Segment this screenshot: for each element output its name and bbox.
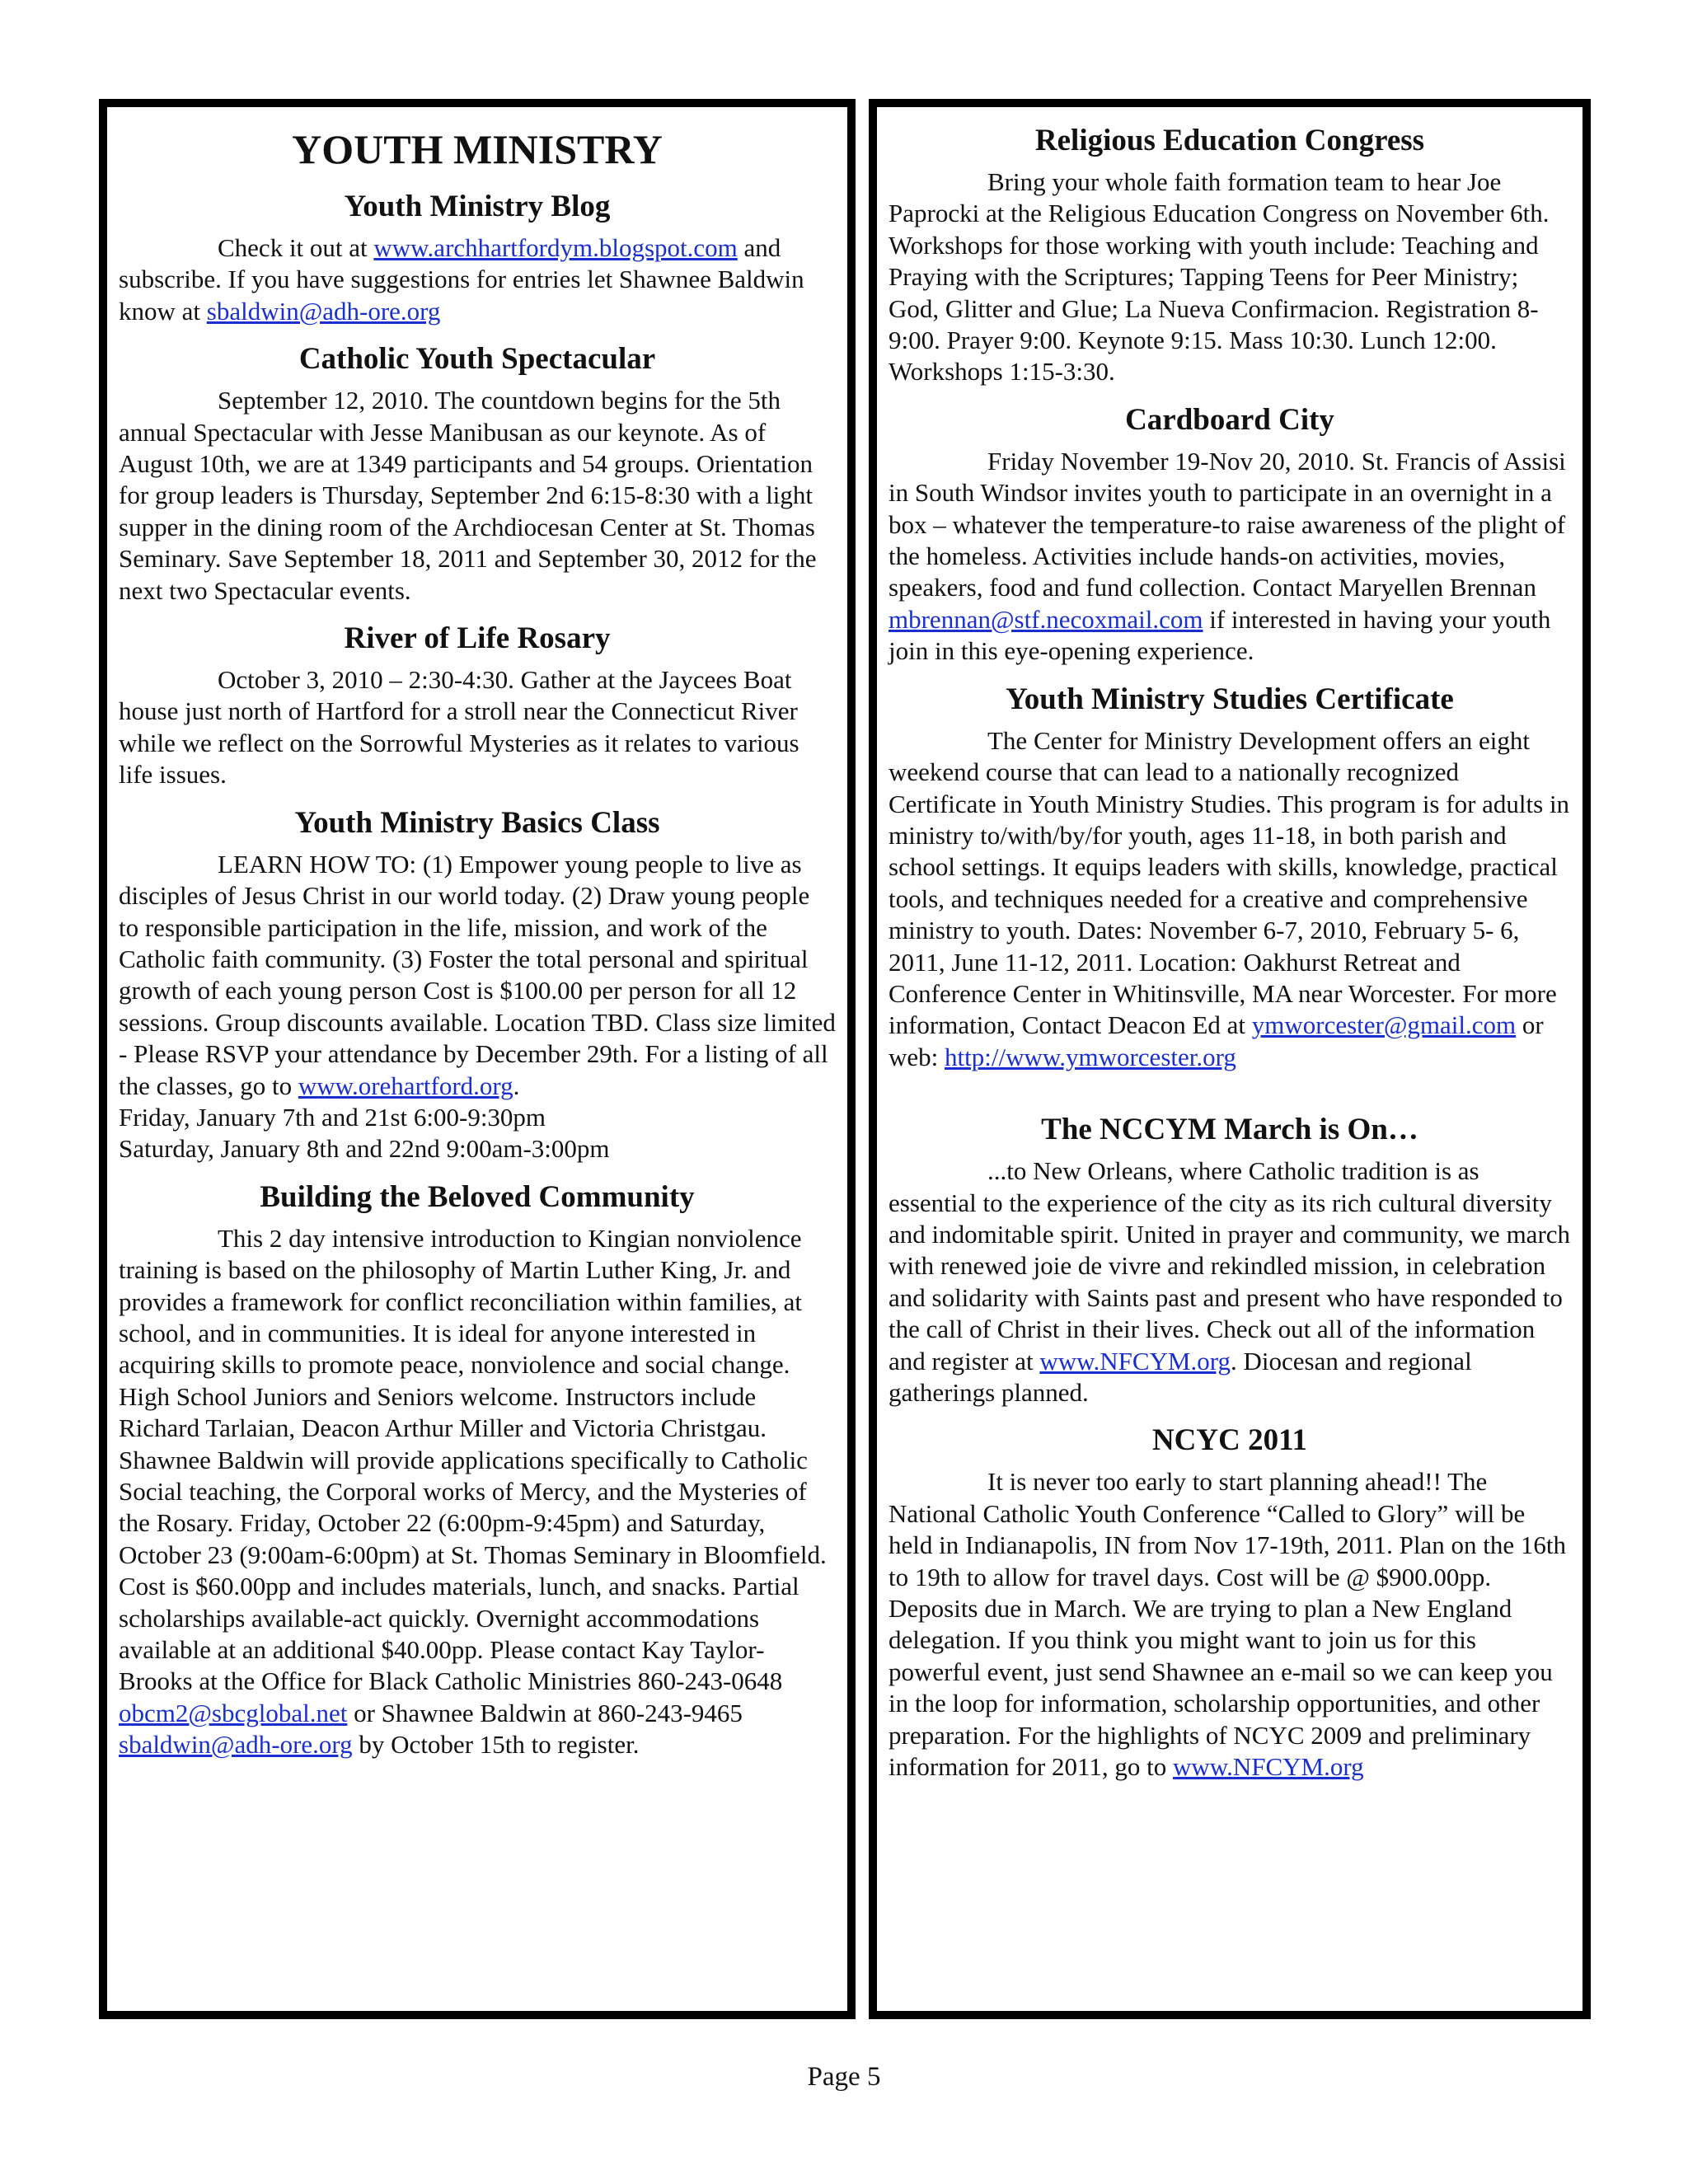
beloved-text [119,1223,836,1761]
basics-schedule-friday: Friday, January 7th and 21st 6:00-9:30pm [119,1102,546,1132]
spectacular-paragraph: September 12, 2010. The countdown begins for the 5th annual Spectacular with Jesse Manibusan as our keynote. As of August 10th, we are at 1349 participants and 54 groups. Orientation for group leaders is Thursday, September 2nd 6:15-8:30 with a light supper in the dining room of the Archdiocesan Center at St. Thomas Seminary. Save September 18, 2011 and September 30, 2012 for the next two Spectacular events. [119,386,817,605]
cardboard-heading: Cardboard City [1125,402,1334,437]
beloved-text-1: This 2 day intensive introduction to Kingian nonviolence training is based on the philosophy of Martin Luther King, Jr. and provides a framework for conflict reconciliation within families, at school, and in communities. It is ideal for anyone interested in acquiring skills to promote peace, nonviolence and social change. High School Juniors and Seniors welcome. Instructors include Richard Tarlaian, Deacon Arthur Miller and Victoria Christgau. Shawnee Baldwin will provide applications specifically to Catholic Social teaching, the Corporal works of Mercy, and the Mysteries of the Rosary. Friday, October 22 (6:00pm-9:45pm) and Saturday, October 23 (9:00am-6:00pm) at St. Thomas Seminary in Bloomfield. Cost is $60.00pp and includes materials, lunch, and snacks. Partial scholarships available-act quickly. Overnight accommodations available at an additional $40.00pp. Please contact Kay Taylor-Brooks at the Office for Black Catholic Ministries 860-243-0648 [119,1223,827,1696]
nccym-text-2: . Diocesan and regional gatherings planned. [889,1346,1472,1407]
beloved-email-link-1[interactable]: obcm2@sbcglobal.net [119,1698,348,1727]
spectacular-text [119,385,836,607]
cardboard-text-2: if interested in having your youth join in this eye-opening experience. [889,604,1551,666]
ncyc-text-1: It is never too early to start planning ahead!! The National Catholic Youth Conference “Called to Glory” will be held in Indianapolis, IN from Nov 17-19th, 2011. Plan on the 16th to 19th to allow for travel days. Cost will be @ $900.00pp. Deposits due in March. We are trying to plan a New England delegation. If you think you might want to join us for this powerful event, just send Shawnee an e-mail so we can keep you in the loop for information, scholarship opportunities, and other preparation. For the highlights of NCYC 2009 and preliminary information for 2011, go to [889,1467,1566,1782]
rosary-text [119,664,836,791]
basics-text [119,849,836,1165]
basics-link[interactable]: www.orehartford.org [298,1071,513,1100]
right-column [869,99,1591,2019]
blog-text [119,232,836,327]
page-title: YOUTH MINISTRY [292,126,663,172]
basics-text-2: . [513,1071,520,1100]
nccym-text [889,1155,1571,1408]
certificate-text-1: The Center for Ministry Development offers an eight weekend course that can lead to a nationally recognized Certificate in Youth Ministry Studies. This program is for adults in ministry to/with/by/for youth, ages 11-18, in both parish and school settings. It equips leaders with skills, knowledge, practical tools, and techniques needed for a creative and comprehensive ministry to youth. Dates: November 6-7, 2010, February 5- 6, 2011, June 11-12, 2011. Location: Oakhurst Retreat and Conference Center in Whitinsville, MA near Worcester. For more information, Contact Deacon Ed at [889,725,1570,1040]
beloved-text-2: or Shawnee Baldwin at 860-243-9465 [347,1698,743,1727]
ncyc-heading: NCYC 2011 [1151,1423,1308,1458]
cardboard-text [889,446,1571,668]
congress-heading: Religious Education Congress [1034,124,1425,157]
basics-heading: Youth Ministry Basics Class [294,805,660,840]
blog-text-2: and subscribe. If you have suggestions for entries let Shawnee Baldwin know at [119,233,804,326]
certificate-email-link[interactable]: ymworcester@gmail.com [1251,1010,1517,1040]
cardboard-email-link[interactable]: mbrennan@stf.necoxmail.com [889,604,1203,634]
basics-schedule-saturday: Saturday, January 8th and 22nd 9:00am-3:00pm [119,1134,610,1164]
basics-text-1: LEARN HOW TO: (1) Empower young people to live as disciples of Jesus Christ in our world today. (2) Draw young people to responsible participation in the life, mission, and work of the Catholic faith community. (3) Foster the total personal and spiritual growth of each young person Cost is $100.00 per person for all 12 sessions. Group discounts available. Location TBD. Class size limited - Please RSVP your attendance by December 29th. For a listing of all the classes, go to [119,849,836,1100]
blog-email-link[interactable]: sbaldwin@adh-ore.org [206,296,441,326]
section-spacer [889,1085,1571,1109]
congress-text [889,166,1571,388]
rosary-paragraph: October 3, 2010 – 2:30-4:30. Gather at the Jaycees Boat house just north of Hartford for a stroll near the Connecticut River while we reflect on the Sorrowful Mysteries as it relates to various life issues. [119,665,799,790]
blog-heading: Youth Ministry Blog [344,190,611,223]
ncyc-link[interactable]: www.NFCYM.org [1172,1752,1364,1782]
certificate-text-2: or web: [889,1010,1544,1071]
nccym-text-1: ...to New Orleans, where Catholic tradition is as essential to the experience of the city as its rich cultural diversity and indomitable spirit. United in prayer and community, we march with renewed joie de vivre and rekindled mission, in celebration and solidarity with Saints past and present who have responded to the call of Christ in their lives. Check out all of the information and register at [889,1156,1571,1376]
cardboard-text-1: Friday November 19-Nov 20, 2010. St. Francis of Assisi in South Windsor invites youth to participate in an overnight in a box – whatever the temperature-to raise awareness of the plight of the homeless. Activities include hands-on activities, movies, speakers, food and fund collection. Contact Maryellen Brennan [889,446,1566,602]
rosary-heading: River of Life Rosary [344,621,611,656]
congress-paragraph: Bring your whole faith formation team to hear Joe Paprocki at the Religious Education Congress on November 6th. Workshops for those working with youth include: Teaching and Praying with the Scriptures; Tapping Teens for Peer Ministry; God, Glitter and Glue; La Nueva Confirmacion. Registration 8-9:00. Prayer 9:00. Keynote 9:15. Mass 10:30. Lunch 12:00. Workshops 1:15-3:30. [889,167,1550,387]
spectacular-heading: Catholic Youth Spectacular [298,342,656,377]
ncyc-text [889,1466,1571,1783]
beloved-email-link-2[interactable]: sbaldwin@adh-ore.org [119,1730,353,1760]
nccym-link[interactable]: www.NFCYM.org [1039,1346,1231,1376]
certificate-heading: Youth Ministry Studies Certificate [1006,682,1454,716]
certificate-web-link[interactable]: http://www.ymworcester.org [945,1042,1236,1071]
beloved-heading: Building the Beloved Community [260,1179,695,1214]
beloved-text-3: by October 15th to register. [352,1730,640,1760]
left-column [99,99,856,2019]
blog-text-1: Check it out at [218,233,374,262]
page-number: Page 5 [807,2062,881,2092]
nccym-heading: The NCCYM March is On… [1041,1113,1418,1147]
certificate-text [889,725,1571,1073]
blog-link[interactable]: www.archhartfordym.blogspot.com [373,233,738,262]
